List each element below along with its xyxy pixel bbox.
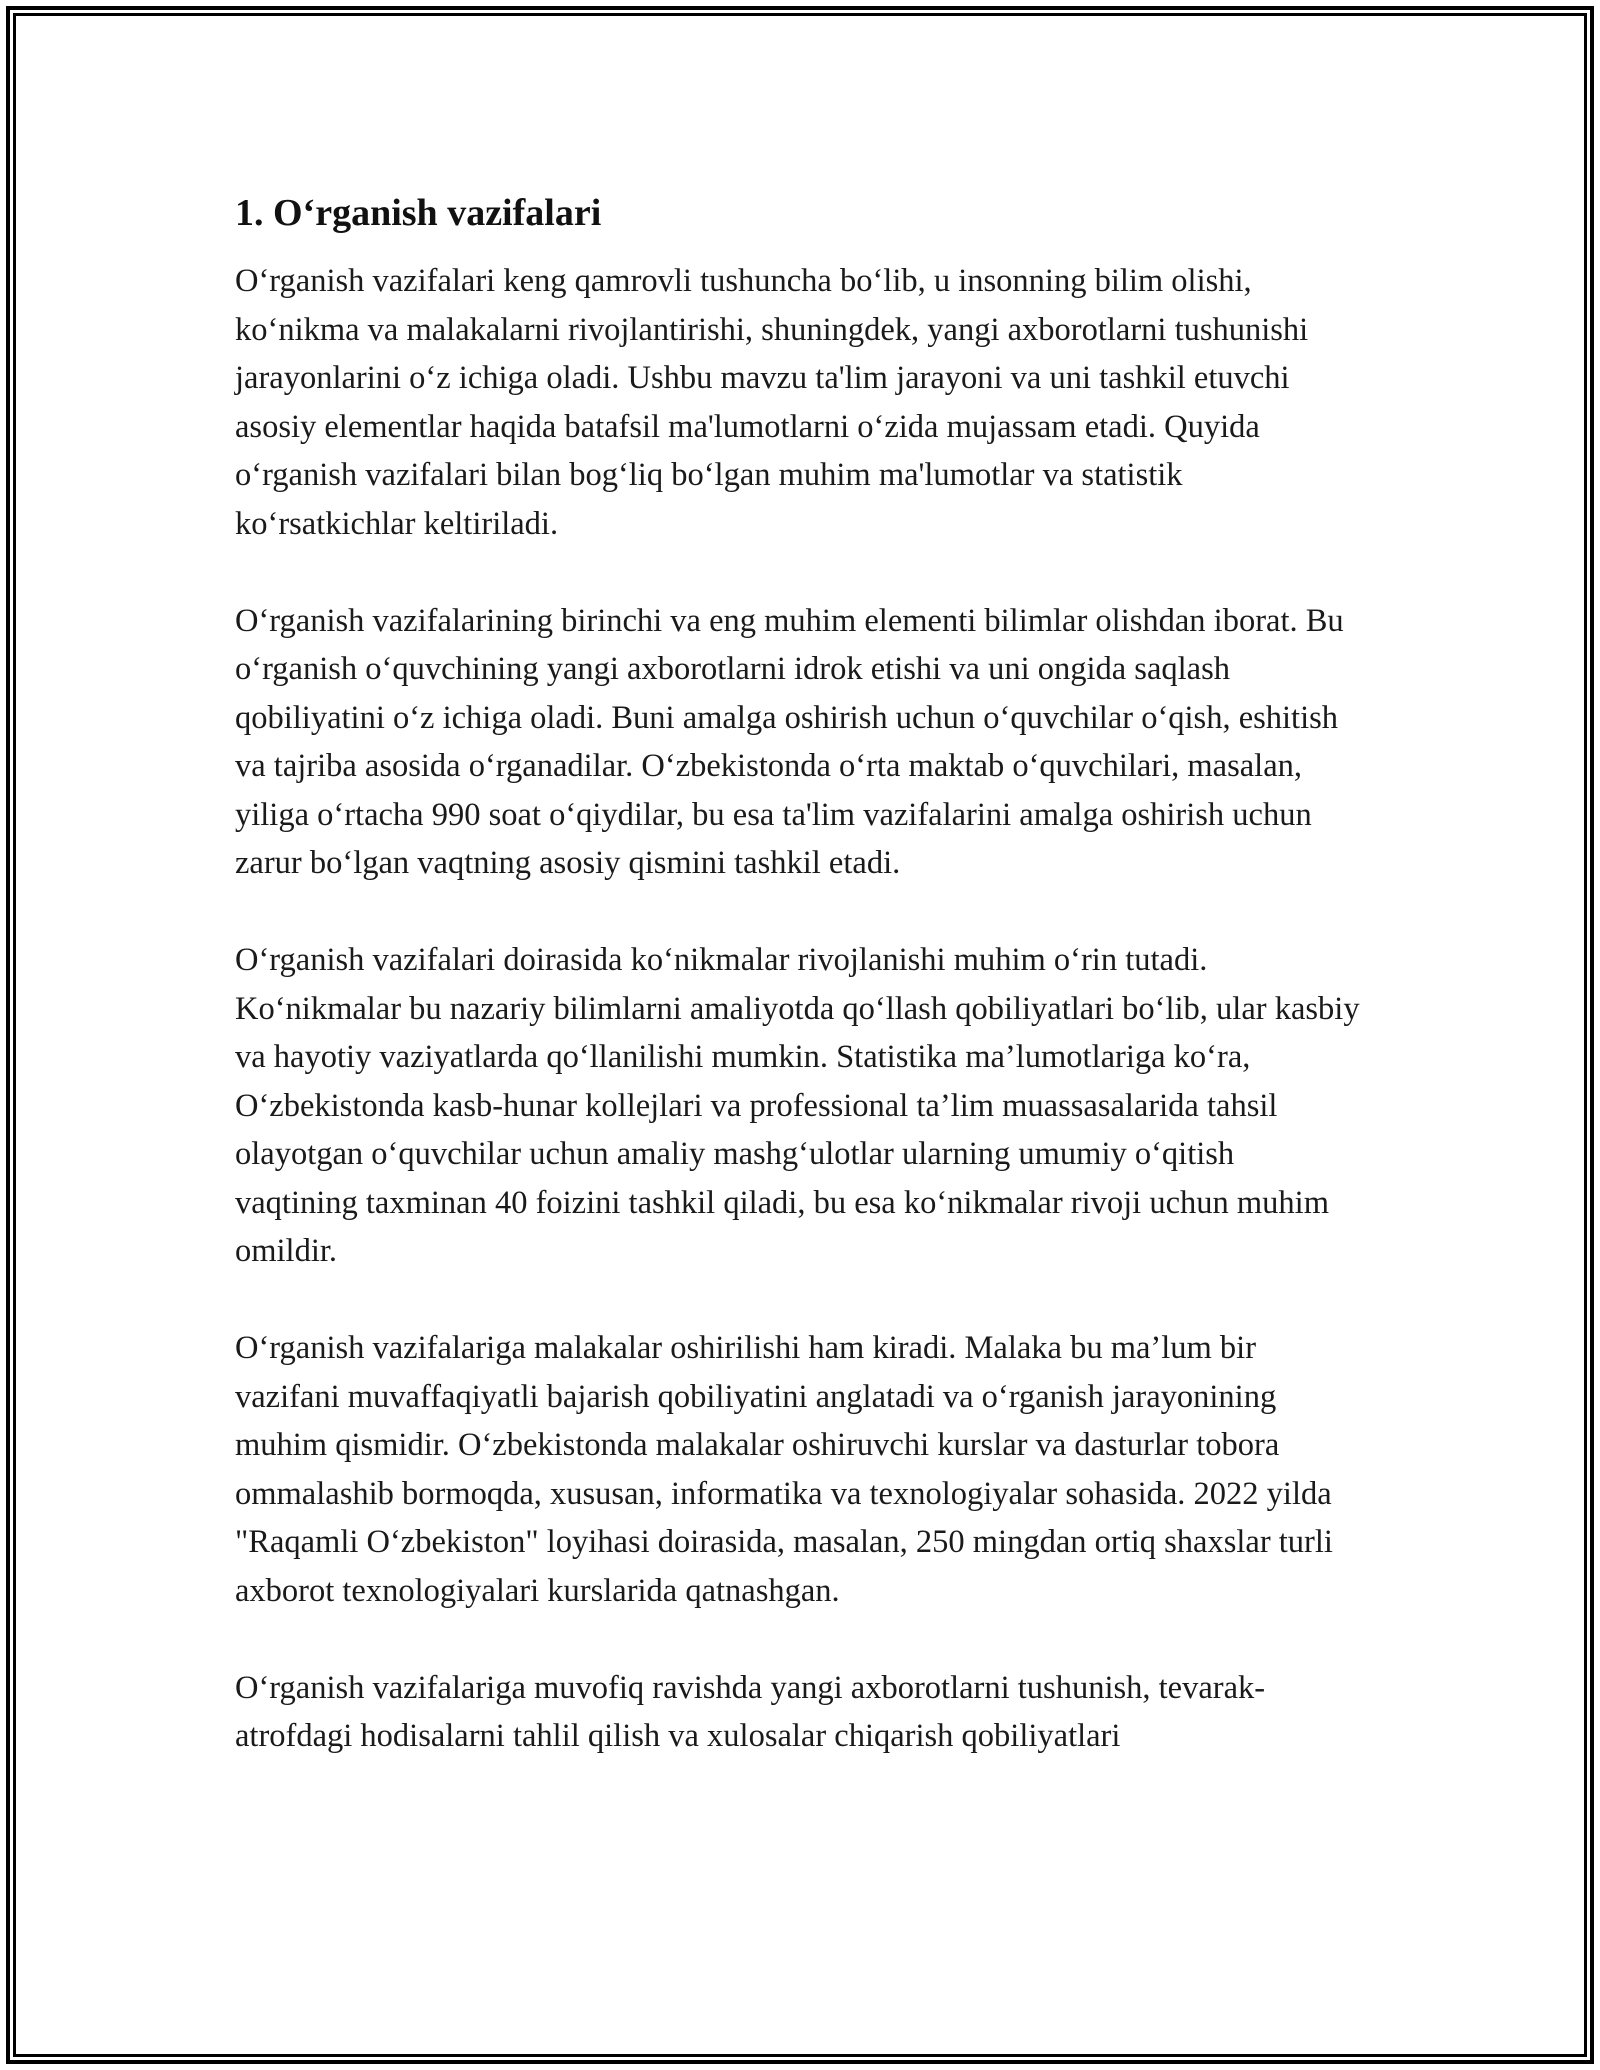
document-body bbox=[235, 185, 1365, 1761]
paragraph-skills: O‘rganish vazifalari doirasida ko‘nikmalar rivojlanishi muhim o‘rin tutadi. Ko‘nikmalar bu nazariy bilimlarni amaliyotda qo‘llash qobiliyatlari bo‘lib, ular kasbiy va hayotiy vaziyatlarda qo‘llanilishi mumkin. Statistika ma’lumotlariga ko‘ra, O‘zbekistonda kasb-hunar kollejlari va professional ta’lim muassasalarida tahsil olayotgan o‘quvchilar uchun amaliy mashg‘ulotlar ularning umumiy o‘qitish vaqtining taxminan 40 foizini tashkil qiladi, bu esa ko‘nikmalar rivoji uchun muhim omildir. bbox=[235, 942, 1360, 1269]
paragraph-intro: O‘rganish vazifalari keng qamrovli tushuncha bo‘lib, u insonning bilim olishi, ko‘nikma va malakalarni rivojlantirishi, shuningdek, yangi axborotlarni tushunishi jarayonlarini o‘z ichiga oladi. Ushbu mavzu ta'lim jarayoni va uni tashkil etuvchi asosiy elementlar haqida batafsil ma'lumotlarni o‘zida mujassam etadi. Quyida o‘rganish vazifalari bilan bog‘liq bo‘lgan muhim ma'lumotlar va statistik ko‘rsatkichlar keltiriladi. bbox=[235, 263, 1309, 542]
paragraph-qualifications: O‘rganish vazifalariga malakalar oshirilishi ham kiradi. Malaka bu ma’lum bir vazifani muvaffaqiyatli bajarish qobiliyatini anglatadi va o‘rganish jarayonining muhim qismidir. O‘zbekistonda malakalar oshiruvchi kurslar va dasturlar tobora ommalashib bormoqda, xususan, informatika va texnologiyalar sohasida. 2022 yilda "Raqamli O‘zbekiston" loyihasi doirasida, masalan, 250 mingdan ortiq shaxslar turli axborot texnologiyalari kurslarida qatnashgan. bbox=[235, 1330, 1333, 1609]
section-heading: 1. O‘rganish vazifalari bbox=[235, 192, 602, 234]
paragraph-understanding: O‘rganish vazifalariga muvofiq ravishda yangi axborotlarni tushunish, tevarak-atrofdagi hodisalarni tahlil qilish va xulosalar chiqarish qobiliyatlari bbox=[235, 1669, 1266, 1754]
paragraph-knowledge: O‘rganish vazifalarining birinchi va eng muhim elementi bilimlar olishdan iborat. Bu o‘rganish o‘quvchining yangi axborotlarni idrok etishi va uni ongida saqlash qobiliyatini o‘z ichiga oladi. Buni amalga oshirish uchun o‘quvchilar o‘qish, eshitish va tajriba asosida o‘rganadilar. O‘zbekistonda o‘rta maktab o‘quvchilari, masalan, yiliga o‘rtacha 990 soat o‘qiydilar, bu esa ta'lim vazifalarini amalga oshirish uchun zarur bo‘lgan vaqtning asosiy qismini tashkil etadi. bbox=[235, 602, 1344, 881]
